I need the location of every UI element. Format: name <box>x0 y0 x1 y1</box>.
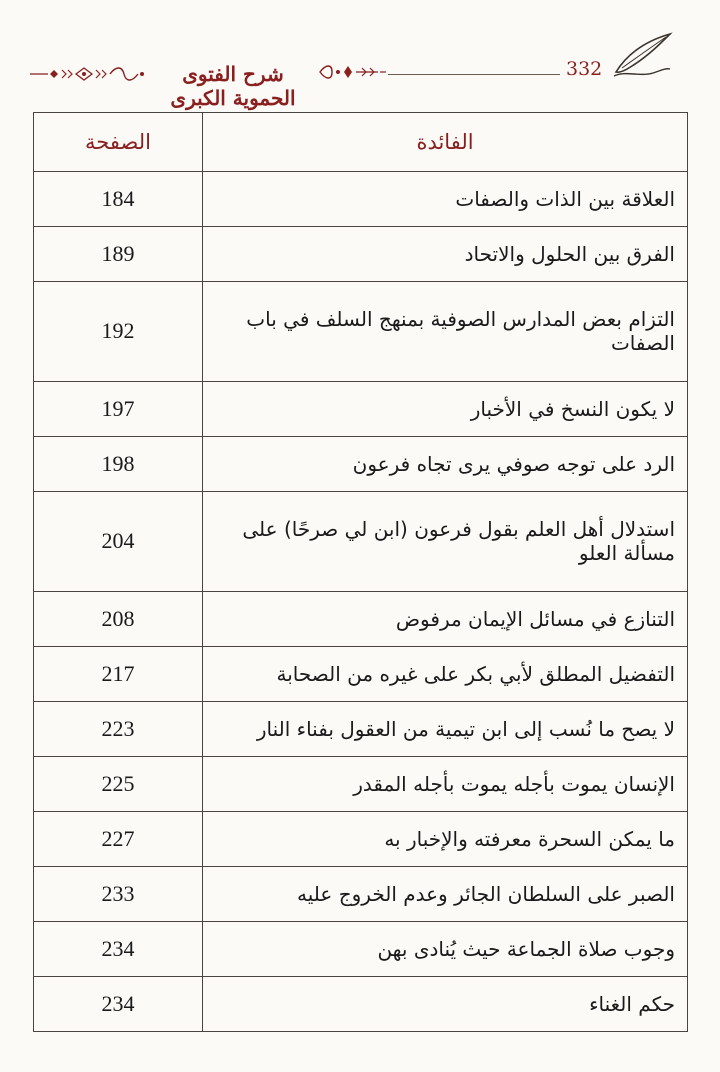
table-row <box>34 646 688 701</box>
row-topic: استدلال أهل العلم بقول فرعون (ابن لي صرحًا) على مسألة العلو <box>203 491 688 591</box>
row-page-number: 189 <box>34 227 203 282</box>
table-row <box>34 866 688 921</box>
row-page-number: 234 <box>34 976 203 1031</box>
row-topic: الإنسان يموت بأجله يموت بأجله المقدر <box>203 756 688 811</box>
ornament-left-icon <box>28 64 148 84</box>
row-page-number: 208 <box>34 591 203 646</box>
row-page-number: 217 <box>34 646 203 701</box>
ornament-right-icon <box>318 62 388 82</box>
row-topic: الرد على توجه صوفي يرى تجاه فرعون <box>203 436 688 491</box>
table-row <box>34 227 688 282</box>
table-header-row <box>34 113 688 172</box>
table-row <box>34 172 688 227</box>
table-row <box>34 591 688 646</box>
page-number: 332 <box>566 58 603 80</box>
table-row <box>34 756 688 811</box>
row-topic: وجوب صلاة الجماعة حيث يُنادى بهن <box>203 921 688 976</box>
row-topic: حكم الغناء <box>203 976 688 1031</box>
row-page-number: 234 <box>34 921 203 976</box>
row-topic: لا يصح ما نُسب إلى ابن تيمية من العقول بفناء النار <box>203 701 688 756</box>
row-topic: التنازع في مسائل الإيمان مرفوض <box>203 591 688 646</box>
column-header-topic: الفائدة <box>203 113 688 172</box>
header-rule <box>388 74 560 75</box>
row-page-number: 197 <box>34 381 203 436</box>
row-topic: لا يكون النسخ في الأخبار <box>203 381 688 436</box>
row-topic: ما يمكن السحرة معرفته والإخبار به <box>203 811 688 866</box>
row-topic: العلاقة بين الذات والصفات <box>203 172 688 227</box>
table-row <box>34 381 688 436</box>
column-header-page: الصفحة <box>34 113 203 172</box>
row-page-number: 227 <box>34 811 203 866</box>
row-page-number: 184 <box>34 172 203 227</box>
row-topic: التفضيل المطلق لأبي بكر على غيره من الصحابة <box>203 646 688 701</box>
row-page-number: 198 <box>34 436 203 491</box>
row-page-number: 225 <box>34 756 203 811</box>
row-topic: الفرق بين الحلول والاتحاد <box>203 227 688 282</box>
index-table <box>33 112 688 1032</box>
table-body <box>34 172 688 1032</box>
table-row <box>34 921 688 976</box>
row-page-number: 192 <box>34 282 203 382</box>
row-topic: الصبر على السلطان الجائر وعدم الخروج عليه <box>203 866 688 921</box>
table-row <box>34 436 688 491</box>
row-page-number: 204 <box>34 491 203 591</box>
table-row <box>34 491 688 591</box>
table-row <box>34 282 688 382</box>
row-page-number: 233 <box>34 866 203 921</box>
table-row <box>34 701 688 756</box>
row-topic: التزام بعض المدارس الصوفية بمنهج السلف في باب الصفات <box>203 282 688 382</box>
page-header <box>0 0 720 110</box>
book-title: شرح الفتوى الحموية الكبرى <box>170 62 296 110</box>
table-row <box>34 976 688 1031</box>
row-page-number: 223 <box>34 701 203 756</box>
quill-icon <box>612 30 674 80</box>
table-row <box>34 811 688 866</box>
